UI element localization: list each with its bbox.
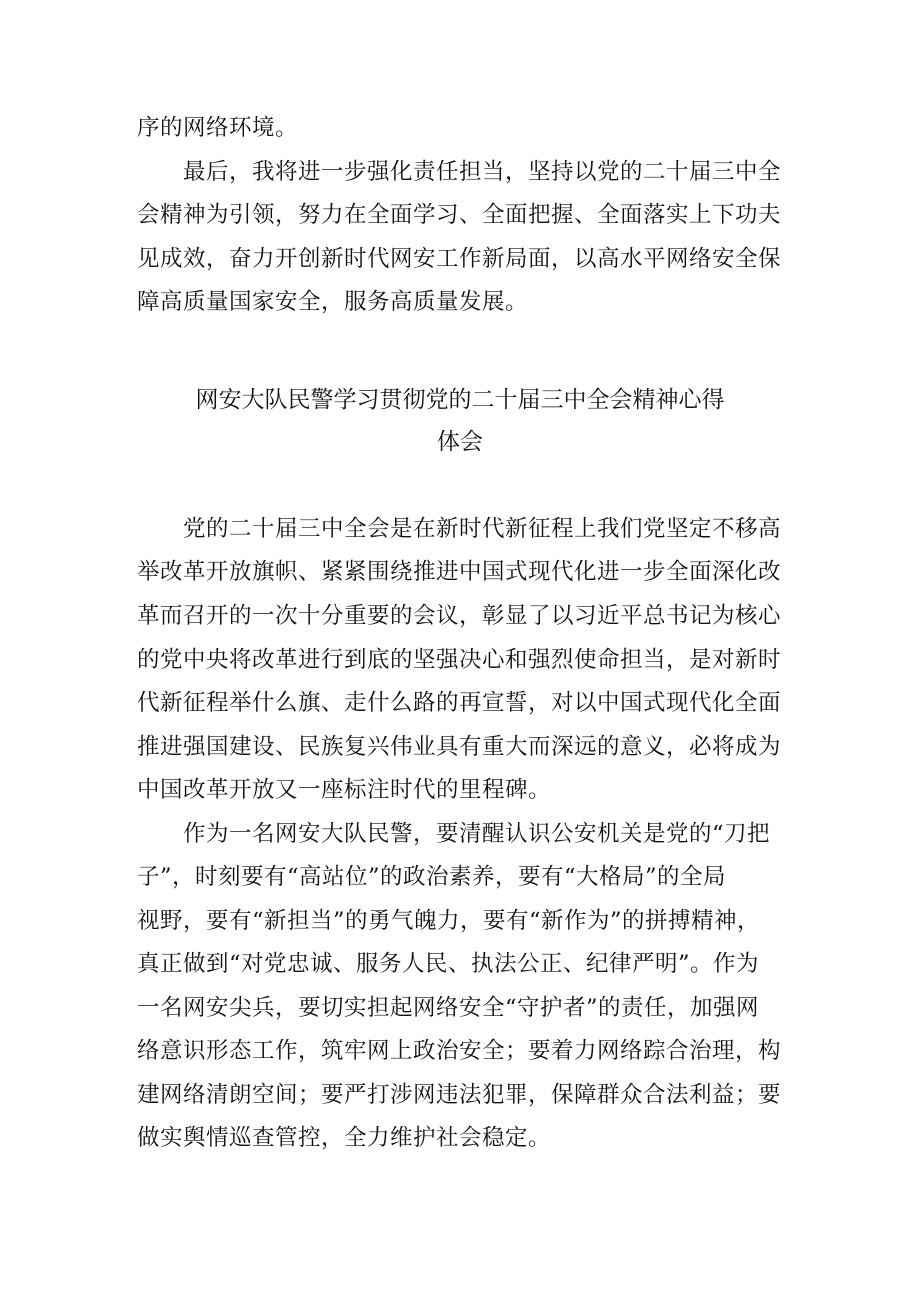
text-line: 子”，时刻要有“高站位”的政治素养，要有“大格局”的全局 [137,864,727,890]
text-line: 一名网安尖兵，要切实担起网络安全“守护者”的责任，加强网 [137,995,760,1021]
text-line: 的党中央将改革进行到底的坚强决心和强烈使命担当，是对新时 [137,647,782,673]
text-line: 序的网络环境。 [137,115,299,141]
text-line: 会精神为引领，努力在全面学习、全面把握、全面落实上下功夫 [137,202,782,228]
text-line: 做实舆情巡查管控，全力维护社会稳定。 [137,1125,552,1151]
article-title: 网安大队民警学习贯彻党的二十届三中全会精神心得 [195,387,725,413]
text-line: 代新征程举什么旗、走什么路的再宣誓，对以中国式现代化全面 [137,690,782,716]
text-line: 作为一名网安大队民警，要清醒认识公安机关是党的“刀把 [183,821,771,847]
text-line: 革而召开的一次十分重要的会议，彰显了以习近平总书记为核心 [137,603,782,629]
text-line: 障高质量国家安全，服务高质量发展。 [137,289,529,315]
article-title-continued: 体会 [437,429,483,455]
text-line: 真正做到“对党忠诚、服务人民、执法公正、纪律严明”。作为 [137,951,760,977]
text-line: 视野，要有“新担当”的勇气魄力，要有“新作为”的拼搏精神， [137,908,761,934]
text-line: 建网络清朗空间；要严打涉网违法犯罪，保障群众合法利益；要 [137,1082,782,1108]
text-line: 举改革开放旗帜、紧紧围绕推进中国式现代化进一步全面深化改 [137,559,782,585]
text-line: 推进强国建设、民族复兴伟业具有重大而深远的意义，必将成为 [137,734,782,760]
text-line: 最后，我将进一步强化责任担当，坚持以党的二十届三中全 [183,159,782,185]
text-line: 中国改革开放又一座标注时代的里程碑。 [137,777,552,803]
text-line: 络意识形态工作，筑牢网上政治安全；要着力网络踪合治理，构 [137,1038,782,1064]
text-line: 党的二十届三中全会是在新时代新征程上我们党坚定不移高 [183,516,782,542]
text-line: 见成效，奋力开创新时代网安工作新局面，以高水平网络安全保 [137,246,782,272]
